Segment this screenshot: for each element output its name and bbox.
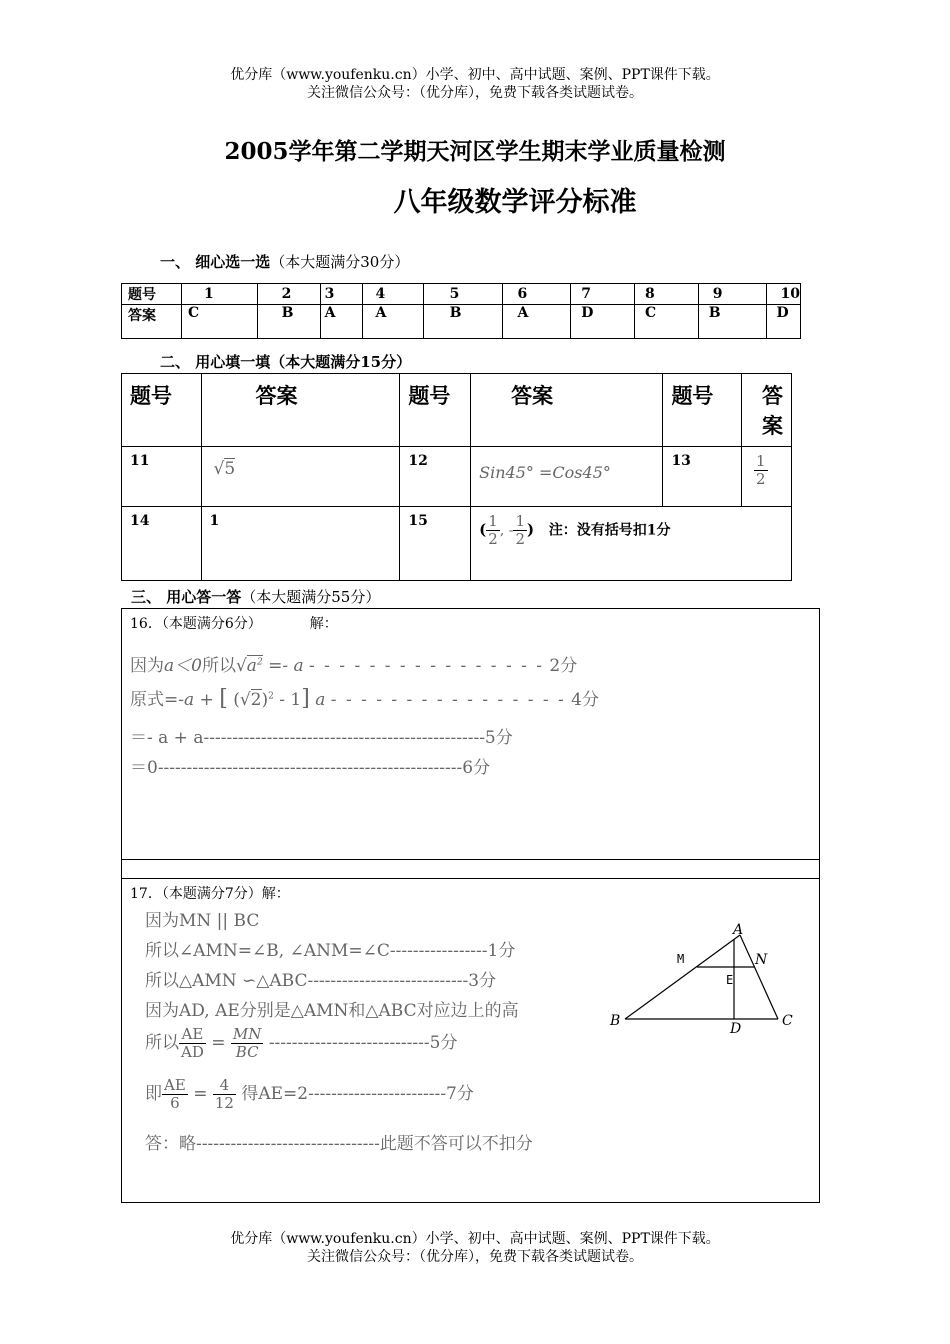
choice-qno: 5 xyxy=(423,284,503,305)
page-footer-line2: 关注微信公众号：（优分库），免费下载各类试题试卷。 xyxy=(307,1249,643,1265)
choice-answer-table xyxy=(121,283,801,339)
document-subtitle: 八年级数学评分标准 xyxy=(393,187,637,218)
choice-qno: 3 xyxy=(320,284,363,305)
fill-answer-15: ( $\frac{1}{2}$ , - $\frac{1}{2}$ ) 注：没有括号扣1分 xyxy=(471,507,792,581)
document-title: 2005学年第二学期天河区学生期末学业质量检测 xyxy=(224,138,726,165)
fill-qno: 14 xyxy=(122,507,202,581)
problem16-line4: ＝0-----------------------------------------------------6分 xyxy=(130,758,491,778)
label-c: C xyxy=(782,1013,793,1029)
choice-qno: 10 xyxy=(766,284,800,305)
fill-answer-12: Sin45° =Cos45° xyxy=(471,447,663,507)
fill-answer-15-note: 注：没有括号扣1分 xyxy=(548,522,671,539)
side-ac xyxy=(740,935,778,1019)
fill-qno-header: 题号 xyxy=(122,374,202,447)
problem17-header: 17．（本题满分7分）解： xyxy=(130,886,290,902)
sqrt-sign: √ xyxy=(213,459,225,479)
problem17-line6: 即 $\frac{AE}{6}$ = $\frac{4}{12}$ 得AE=2------------------------7分 xyxy=(145,1076,474,1112)
choice-answer: B xyxy=(257,305,320,339)
label-m: M xyxy=(677,952,685,966)
page-footer-line1: 优分库（www.youfenku.cn）小学、初中、高中试题、案例、PPT课件下载。 xyxy=(230,1231,720,1247)
label-a: A xyxy=(733,922,744,938)
label-e: E xyxy=(726,973,734,987)
problem17-line3: 所以△AMN ∽△ABC----------------------------3分 xyxy=(145,971,497,991)
choice-qno: 2 xyxy=(257,284,320,305)
choice-answer: A xyxy=(320,305,363,339)
fill-qno: 15 xyxy=(400,507,471,581)
choice-answer: A xyxy=(363,305,423,339)
choice-qno: 9 xyxy=(698,284,766,305)
choice-qno: 7 xyxy=(571,284,635,305)
fill-qno: 11 xyxy=(122,447,202,507)
fill-qno: 13 xyxy=(663,447,742,507)
fill-answer-table xyxy=(121,373,792,581)
page-header-line2: 关注微信公众号：（优分库），免费下载各类试题试卷。 xyxy=(307,85,643,101)
problem17-line7: 答：略--------------------------------此题不答可以不扣分 xyxy=(145,1134,533,1154)
choice-answer: C xyxy=(181,305,257,339)
label-d: D xyxy=(730,1021,742,1037)
section3-heading xyxy=(131,586,380,607)
problem17-line2: 所以∠AMN=∠B, ∠ANM=∠C-----------------1分 xyxy=(145,941,516,961)
fill-answer-13: $\frac{1}{2}$ xyxy=(742,447,792,507)
fill-answer-header: 答案 xyxy=(742,374,792,447)
fill-answer-header: 答案 xyxy=(201,374,400,447)
fill-qno: 12 xyxy=(400,447,471,507)
choice-answer: D xyxy=(571,305,635,339)
choice-answer-header: 答案 xyxy=(122,305,182,339)
choice-qno-header: 题号 xyxy=(122,284,182,305)
choice-answer: A xyxy=(503,305,571,339)
choice-qno: 1 xyxy=(181,284,257,305)
section3-label: 三、 用心答一答 xyxy=(131,588,242,606)
problem17-line5: 所以 $\frac{AE}{AD}$ = $\frac{MN}{BC}$ ----------------------------5分 xyxy=(145,1025,458,1061)
triangle-figure xyxy=(600,915,800,1040)
label-b: B xyxy=(610,1013,621,1029)
side-ab xyxy=(625,935,740,1019)
section1-note: （本大题满分30分） xyxy=(270,253,410,271)
fill-answer-header: 答案 xyxy=(471,374,663,447)
section1-heading xyxy=(160,251,409,272)
choice-answer: C xyxy=(635,305,699,339)
problem16-spacer xyxy=(121,858,820,879)
choice-qno: 4 xyxy=(363,284,423,305)
fill-answer-14: 1 xyxy=(201,507,400,581)
page-header-line1: 优分库（www.youfenku.cn）小学、初中、高中试题、案例、PPT课件下载。 xyxy=(230,67,720,83)
problem16-line3: ＝- a + a-------------------------------------------------5分 xyxy=(130,728,513,748)
fill-qno-header: 题号 xyxy=(663,374,742,447)
problem17-line1: 因为MN || BC xyxy=(145,911,260,931)
choice-answer: D xyxy=(766,305,800,339)
section2-heading: 二、 用心填一填（本大题满分15分） xyxy=(160,353,412,371)
choice-qno: 6 xyxy=(503,284,571,305)
choice-answer: B xyxy=(698,305,766,339)
fill-qno-header: 题号 xyxy=(400,374,471,447)
sqrt-sign: √ xyxy=(235,656,247,676)
problem16-header: 16．（本题满分6分） 解： xyxy=(130,616,338,632)
fill-answer-11: √5 xyxy=(201,447,400,507)
choice-answer: B xyxy=(423,305,503,339)
problem16-line2: 原式=-a + [ $(√2)^2 - 1$] a - - - - - - - - - - - - - - - - 4分 xyxy=(130,686,599,711)
section3-note: （本大题满分55分） xyxy=(241,588,381,606)
problem17-line4: 因为AD, AE分别是△AMN和△ABC对应边上的高 xyxy=(145,1001,519,1021)
section1-label: 一、 细心选一选 xyxy=(160,253,271,271)
label-n: N xyxy=(755,952,768,968)
choice-qno: 8 xyxy=(635,284,699,305)
problem16-line1: 因为a＜0所以$√a^2 =- a$ - - - - - - - - - - - - - - - - 2分 xyxy=(130,656,578,676)
